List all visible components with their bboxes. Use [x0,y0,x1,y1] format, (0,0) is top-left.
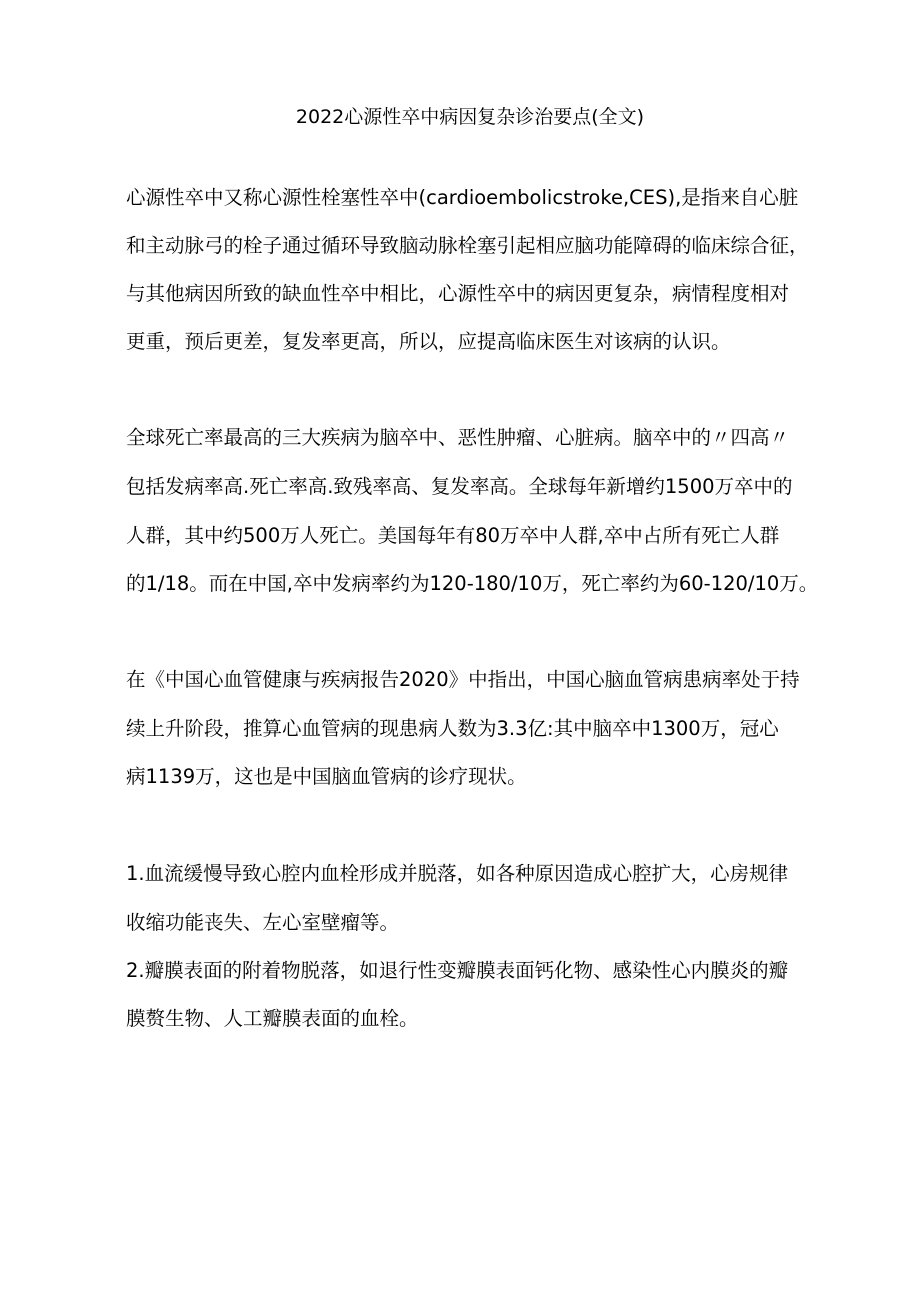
paragraph-1-line-2: 和主动脉弓的栓子通过循环导致脑动脉栓塞引起相应脑功能障碍的临床综合征， [126,234,809,257]
list-item-2-line-1: 2.瓣膜表面的附着物脱落，如退行性变瓣膜表面钙化物、感染性心内膜炎的瓣 [126,959,789,982]
list-item-1-line-1: 1.血流缓慢导致心腔内血栓形成并脱落，如各种原因造成心腔扩大，心房规律 [126,862,789,885]
list-item-1-line-2: 收缩功能丧失、左心室壁瘤等。 [126,911,400,934]
list-item-2-line-2: 膜赘生物、人工瓣膜表面的血栓。 [126,1007,419,1030]
paragraph-3-line-1: 在《中国心血管健康与疾病报告2020》中指出，中国心脑血管病患病率处于持 [126,668,800,691]
paragraph-2-line-2: 包括发病率高.死亡率高.致残率高、复发率高。全球每年新增约1500万卒中的 [126,475,793,498]
paragraph-1-line-3: 与其他病因所致的缺血性卒中相比，心源性卒中的病因更复杂，病情程度相对 [126,282,790,305]
paragraph-2-line-1: 全球死亡率最高的三大疾病为脑卒中、恶性肿瘤、心脏病。脑卒中的〃四高〃 [126,426,790,449]
paragraph-3-line-3: 病1139万，这也是中国脑血管病的诊疗现状。 [126,765,527,788]
paragraph-1-line-4: 更重，预后更差，复发率更高，所以，应提高临床医生对该病的认识。 [126,330,731,353]
document-title: 2022心源性卒中病因复杂诊治要点(全文) [295,106,645,128]
paragraph-1-line-1: 心源性卒中又称心源性栓塞性卒中(cardioembolicstroke,CES),是指来自心脏 [126,186,799,209]
paragraph-3-line-2: 续上升阶段，推算心血管病的现患病人数为3.3亿:其中脑卒中1300万，冠心 [126,717,779,740]
paragraph-2-line-3: 人群，其中约500万人死亡。美国每年有80万卒中人群,卒中占所有死亡人群 [126,524,780,547]
paragraph-2-line-4: 的1/18。而在中国,卒中发病率约为120-180/10万，死亡率约为60-120/10万。 [126,572,819,595]
